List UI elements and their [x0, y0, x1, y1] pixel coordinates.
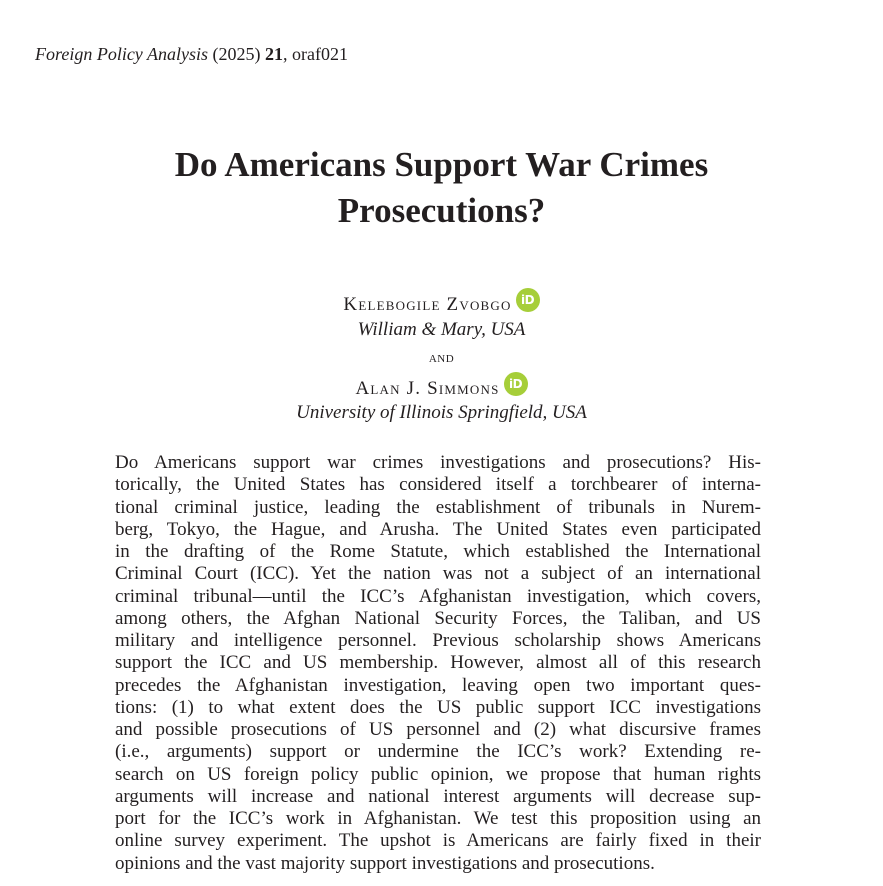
abstract-line: in the drafting of the Rome Statute, which established the International: [115, 541, 761, 562]
and-word: and: [428, 350, 455, 366]
abstract-line: arguments will increase and national interest arguments will decrease sup-: [115, 785, 761, 807]
abstract-line: military and intelligence personnel. Previous scholarship shows Americans: [115, 630, 761, 651]
author-1-affiliation: William & Mary, USA: [357, 319, 526, 340]
abstract-line: search on US foreign policy public opinion, we propose that human rights: [115, 763, 761, 785]
orcid-icon[interactable]: iD: [504, 372, 528, 396]
journal-volume: 21: [264, 44, 283, 64]
author-2-affiliation: University of Illinois Springfield, USA: [296, 402, 587, 423]
abstract-line: berg, Tokyo, the Hague, and Arusha. The United States even participated: [115, 518, 761, 540]
journal-citation: [35, 43, 348, 65]
author-2-name: Alan J. Simmons: [355, 378, 500, 399]
abstract-line: criminal tribunal—until the ICC’s Afghanistan investigation, which covers,: [115, 585, 761, 607]
title-line-1: Do Americans Support War Crimes: [174, 145, 709, 184]
abstract-line: tions: (1) to what extent does the US public support ICC investigations: [115, 696, 761, 718]
citation-comma: ,: [282, 44, 288, 64]
author-2-affiliation-row: [0, 400, 883, 425]
abstract-line: Criminal Court (ICC). Yet the nation was not a subject of an international: [115, 563, 761, 585]
abstract-line: torically, the United States has considered itself a torchbearer of interna-: [115, 474, 761, 496]
abstract-line: online survey experiment. The upshot is Americans are fairly fixed in their: [115, 830, 761, 852]
journal-article-id: oraf021: [291, 44, 348, 64]
abstract-line: support the ICC and US membership. However, almost all of this research: [115, 652, 761, 674]
article-title: [0, 142, 883, 234]
journal-year: (2025): [212, 44, 261, 64]
journal-name: Foreign Policy Analysis: [35, 44, 208, 64]
author-1-affiliation-row: [0, 317, 883, 342]
abstract-line: tional criminal justice, leading the establishment of tribunals in Nurem-: [115, 496, 761, 518]
abstract: [115, 452, 761, 875]
author-separator: [0, 344, 883, 370]
author-2: [0, 372, 883, 401]
author-1: [0, 288, 883, 317]
abstract-line: port for the ICC’s work in Afghanistan. We test this proposition using an: [115, 808, 761, 829]
abstract-line: and possible prosecutions of US personnel and (2) what discursive frames: [115, 719, 761, 740]
abstract-line: (i.e., arguments) support or undermine the ICC’s work? Extending re-: [115, 741, 761, 763]
author-1-name: Kelebogile Zvobgo: [343, 294, 512, 315]
abstract-line: precedes the Afghanistan investigation, leaving open two important ques-: [115, 674, 761, 696]
title-line-2: Prosecutions?: [337, 191, 546, 230]
abstract-line: opinions and the vast majority support investigations and prosecutions.: [115, 852, 655, 874]
abstract-line: Do Americans support war crimes investigations and prosecutions? His-: [115, 452, 761, 473]
orcid-icon[interactable]: iD: [516, 288, 540, 312]
abstract-line: among others, the Afghan National Security Forces, the Taliban, and US: [115, 607, 761, 629]
